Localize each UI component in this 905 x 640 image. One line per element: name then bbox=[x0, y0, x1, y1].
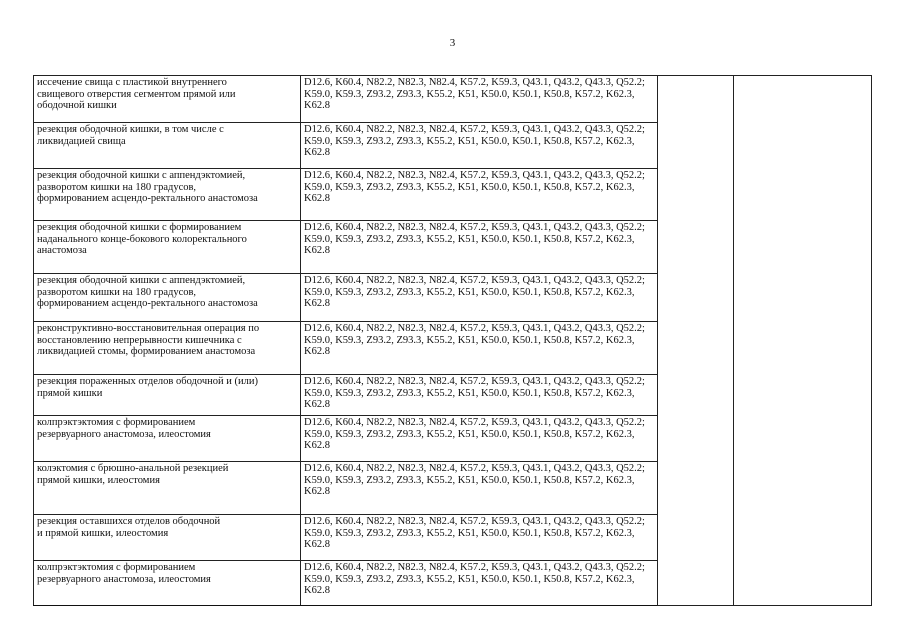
procedure-cell: колпрэктэктомия с формированием резервуарного анастомоза, илеостомия bbox=[34, 561, 301, 606]
codes-cell: D12.6, K60.4, N82.2, N82.3, N82.4, K57.2, K59.3, Q43.1, Q43.2, Q43.3, Q52.2; K59.0, K59.3, Z93.2, Z93.3, K55.2, K51, K50.0, K50.1, K50.8, K57.2, K62.3, K62.8 bbox=[301, 462, 658, 515]
procedure-cell: резекция ободочной кишки с формированием наданального конце-бокового колоректального анастомоза bbox=[34, 221, 301, 274]
codes-cell: D12.6, K60.4, N82.2, N82.3, N82.4, K57.2, K59.3, Q43.1, Q43.2, Q43.3, Q52.2; K59.0, K59.3, Z93.2, Z93.3, K55.2, K51, K50.0, K50.1, K50.8, K57.2, K62.3, K62.8 bbox=[301, 515, 658, 561]
page-number: 3 bbox=[449, 37, 456, 49]
codes-cell: D12.6, K60.4, N82.2, N82.3, N82.4, K57.2, K59.3, Q43.1, Q43.2, Q43.3, Q52.2; K59.0, K59.3, Z93.2, Z93.3, K55.2, K51, K50.0, K50.1, K50.8, K57.2, K62.3, K62.8 bbox=[301, 274, 658, 322]
procedure-cell: резекция ободочной кишки, в том числе с ликвидацией свища bbox=[34, 123, 301, 169]
codes-cell: D12.6, K60.4, N82.2, N82.3, N82.4, K57.2, K59.3, Q43.1, Q43.2, Q43.3, Q52.2; K59.0, K59.3, Z93.2, Z93.3, K55.2, K51, K50.0, K50.1, K50.8, K57.2, K62.3, K62.8 bbox=[301, 169, 658, 221]
empty-cell bbox=[658, 76, 734, 606]
procedures-table bbox=[33, 75, 872, 606]
procedure-cell: колпрэктэктомия с формированием резервуарного анастомоза, илеостомия bbox=[34, 416, 301, 462]
codes-cell: D12.6, K60.4, N82.2, N82.3, N82.4, K57.2, K59.3, Q43.1, Q43.2, Q43.3, Q52.2; K59.0, K59.3, Z93.2, Z93.3, K55.2, K51, K50.0, K50.1, K50.8, K57.2, K62.3, K62.8 bbox=[301, 375, 658, 416]
procedure-cell: резекция пораженных отделов ободочной и (или) прямой кишки bbox=[34, 375, 301, 416]
codes-cell: D12.6, K60.4, N82.2, N82.3, N82.4, K57.2, K59.3, Q43.1, Q43.2, Q43.3, Q52.2; K59.0, K59.3, Z93.2, Z93.3, K55.2, K51, K50.0, K50.1, K50.8, K57.2, K62.3, K62.8 bbox=[301, 322, 658, 375]
procedure-cell: резекция оставшихся отделов ободочной и прямой кишки, илеостомия bbox=[34, 515, 301, 561]
procedure-cell: резекция ободочной кишки с аппендэктомией, разворотом кишки на 180 градусов, формированием асцендо-ректального анастомоза bbox=[34, 274, 301, 322]
procedure-cell: иссечение свища с пластикой внутреннего свищевого отверстия сегментом прямой или ободочной кишки bbox=[34, 76, 301, 123]
table-row bbox=[34, 76, 872, 123]
procedure-cell: колэктомия с брюшно-анальной резекцией прямой кишки, илеостомия bbox=[34, 462, 301, 515]
procedure-cell: резекция ободочной кишки с аппендэктомией, разворотом кишки на 180 градусов, формированием асцендо-ректального анастомоза bbox=[34, 169, 301, 221]
codes-cell: D12.6, K60.4, N82.2, N82.3, N82.4, K57.2, K59.3, Q43.1, Q43.2, Q43.3, Q52.2; K59.0, K59.3, Z93.2, Z93.3, K55.2, K51, K50.0, K50.1, K50.8, K57.2, K62.3, K62.8 bbox=[301, 416, 658, 462]
procedure-cell: реконструктивно-восстановительная операция по восстановлению непрерывности кишечника с ликвидацией стомы, формированием анастомоза bbox=[34, 322, 301, 375]
empty-cell bbox=[734, 76, 872, 606]
codes-cell: D12.6, K60.4, N82.2, N82.3, N82.4, K57.2, K59.3, Q43.1, Q43.2, Q43.3, Q52.2; K59.0, K59.3, Z93.2, Z93.3, K55.2, K51, K50.0, K50.1, K50.8, K57.2, K62.3, K62.8 bbox=[301, 561, 658, 606]
codes-cell: D12.6, K60.4, N82.2, N82.3, N82.4, K57.2, K59.3, Q43.1, Q43.2, Q43.3, Q52.2; K59.0, K59.3, Z93.2, Z93.3, K55.2, K51, K50.0, K50.1, K50.8, K57.2, K62.3, K62.8 bbox=[301, 123, 658, 169]
codes-cell: D12.6, K60.4, N82.2, N82.3, N82.4, K57.2, K59.3, Q43.1, Q43.2, Q43.3, Q52.2; K59.0, K59.3, Z93.2, Z93.3, K55.2, K51, K50.0, K50.1, K50.8, K57.2, K62.3, K62.8 bbox=[301, 76, 658, 123]
codes-cell: D12.6, K60.4, N82.2, N82.3, N82.4, K57.2, K59.3, Q43.1, Q43.2, Q43.3, Q52.2; K59.0, K59.3, Z93.2, Z93.3, K55.2, K51, K50.0, K50.1, K50.8, K57.2, K62.3, K62.8 bbox=[301, 221, 658, 274]
